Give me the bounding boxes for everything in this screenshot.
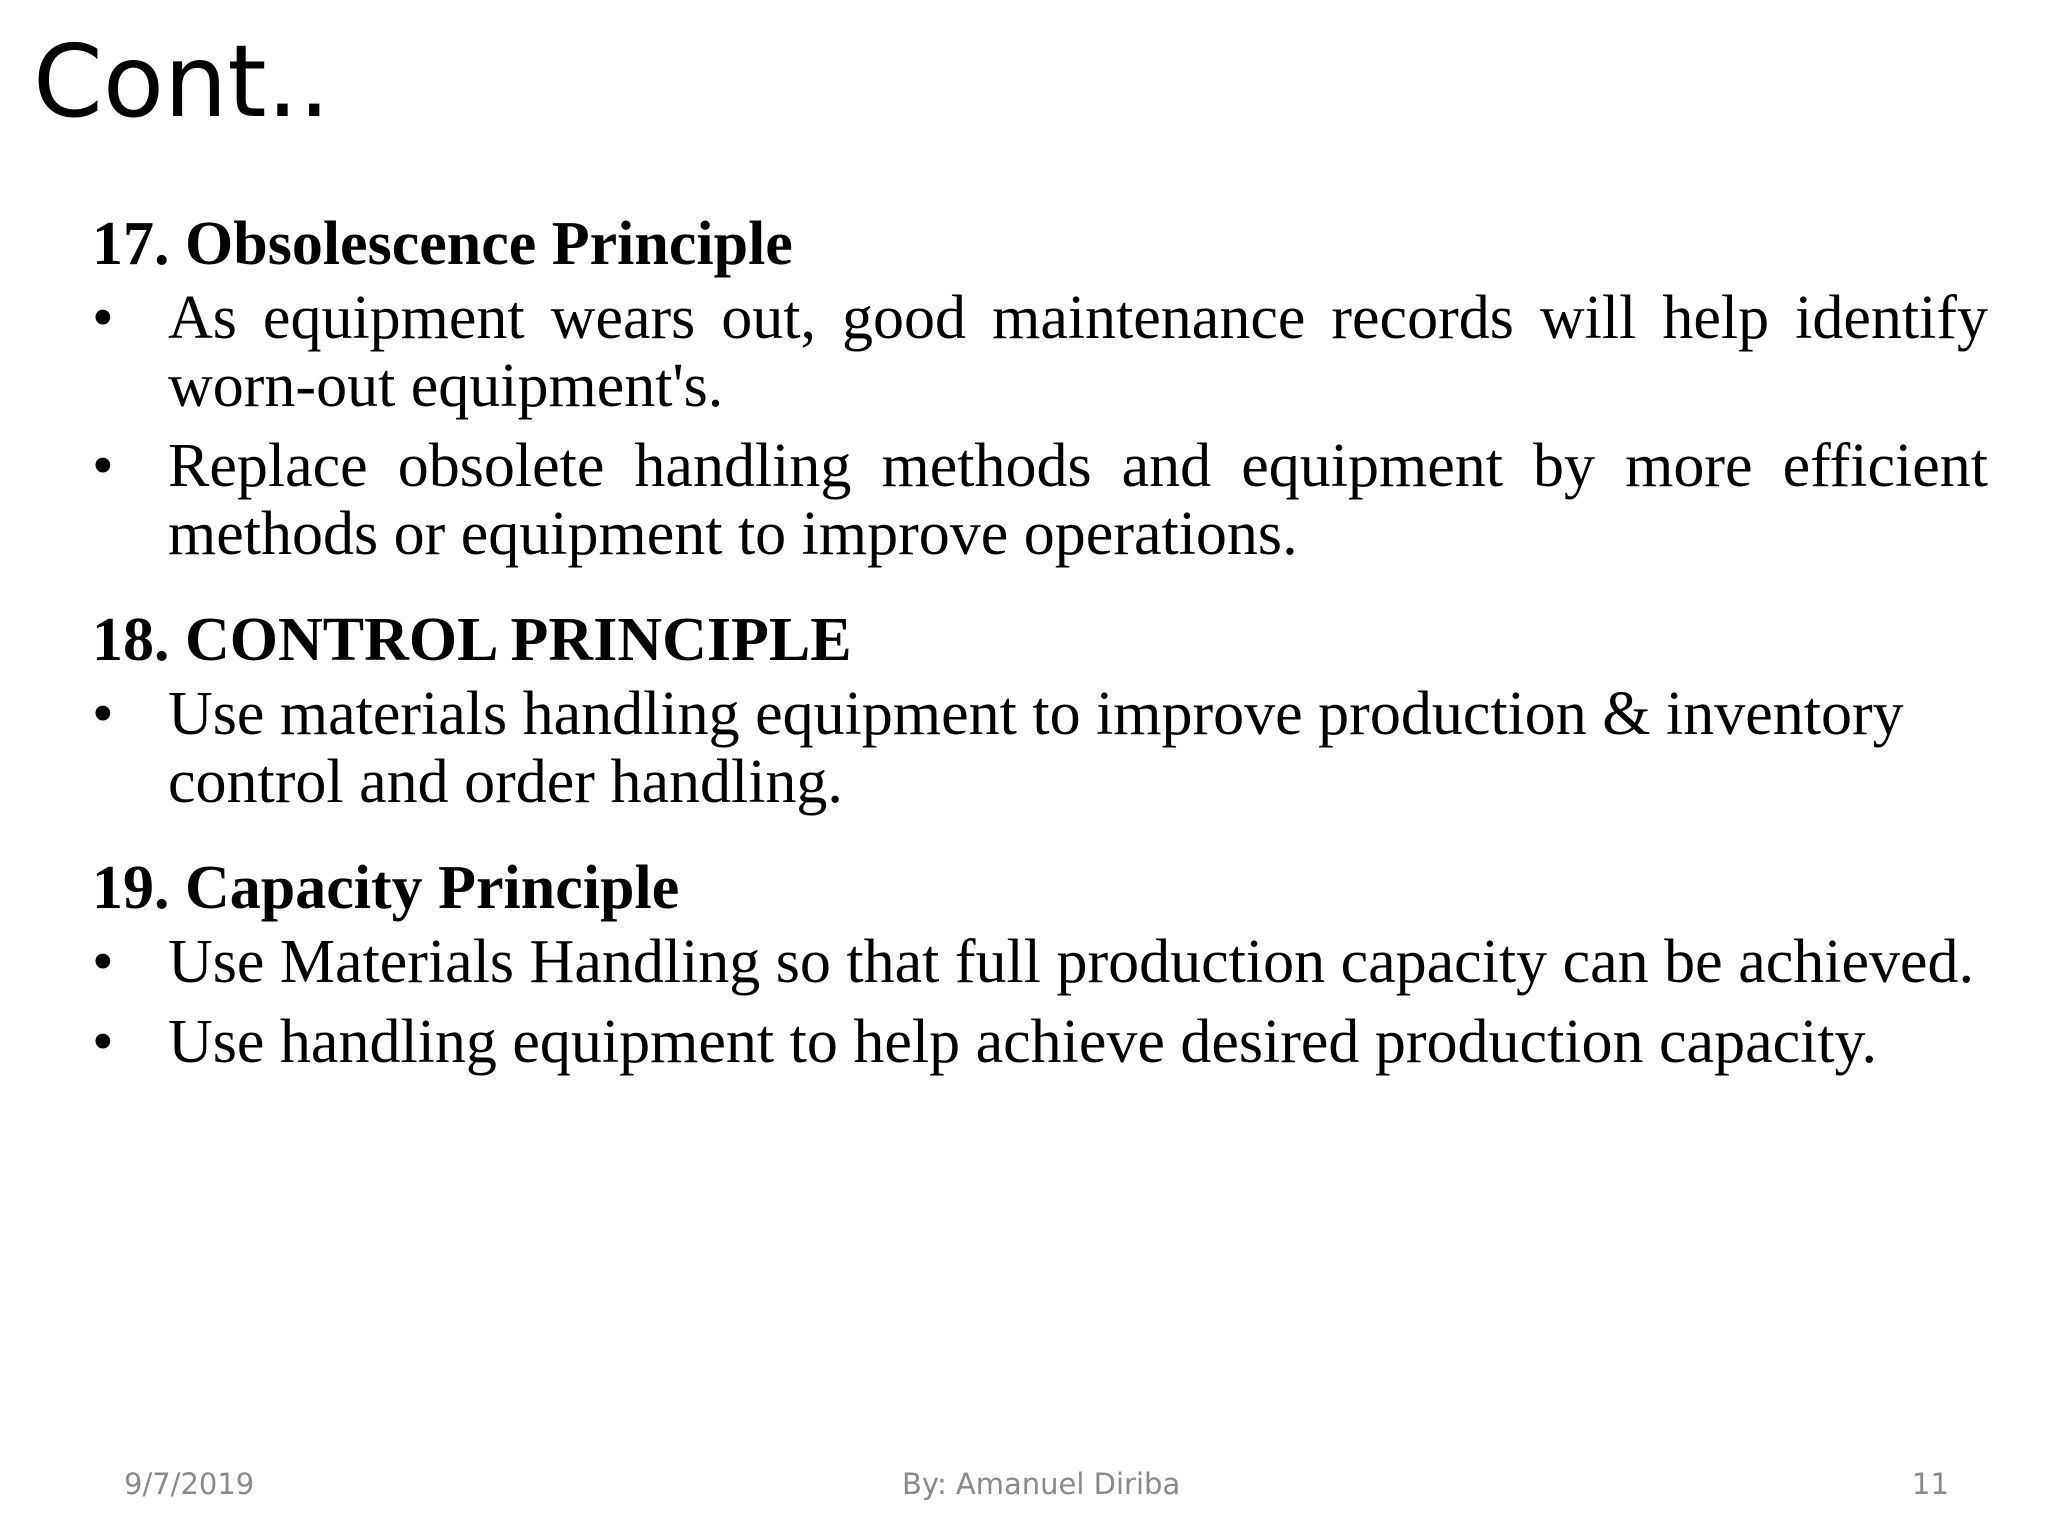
section-heading: 17. Obsolescence Principle: [92, 210, 793, 278]
section-heading: 18. CONTROL PRINCIPLE: [92, 606, 852, 674]
bullet-text: Replace obsolete handling methods and equipment by more efficient methods or equipment to improve operations.: [168, 432, 1988, 568]
section-capacity-principle: [92, 852, 1988, 1076]
bullet-item: [92, 1008, 1988, 1076]
bullet-item: [92, 928, 1988, 996]
bullet-marker: •: [92, 680, 114, 748]
bullet-marker: •: [92, 432, 114, 500]
bullet-item: [92, 432, 1988, 568]
footer-date: 9/7/2019: [124, 1467, 255, 1501]
bullet-list: [92, 680, 1988, 816]
bullet-text: Use handling equipment to help achieve desired production capacity.: [168, 1008, 1878, 1076]
bullet-item: [92, 680, 1988, 816]
slide-title: Cont..: [33, 23, 331, 140]
bullet-list: [92, 284, 1988, 568]
bullet-marker: •: [92, 1008, 114, 1076]
bullet-list: [92, 928, 1988, 1076]
bullet-marker: •: [92, 284, 114, 352]
bullet-text: As equipment wears out, good maintenance records will help identify worn-out equipment's.: [168, 284, 1988, 420]
slide-content: [92, 208, 1988, 1088]
footer-page-number: 11: [1912, 1467, 1949, 1501]
bullet-item: [92, 284, 1988, 420]
bullet-text: Use Materials Handling so that full production capacity can be achieved.: [168, 928, 1974, 996]
footer-author: By: Amanuel Diriba: [902, 1467, 1181, 1501]
section-heading: 19. Capacity Principle: [92, 854, 680, 922]
bullet-text: Use materials handling equipment to improve production & inventory control and order handling.: [168, 680, 1904, 816]
section-control-principle: [92, 604, 1988, 816]
bullet-marker: •: [92, 928, 114, 996]
section-obsolescence-principle: [92, 208, 1988, 568]
